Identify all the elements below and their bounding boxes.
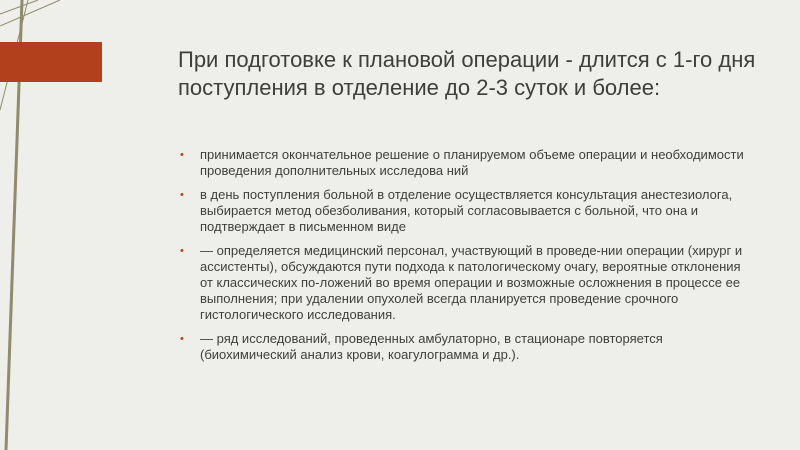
bullet-text: — определяется медицинский персонал, участвующий в проведе-нии операции (хирург и ассистенты), обсуждаются пути подхода к патологическому очагу, вероятные отклонения от классических по-ложений во время операции и возможные осложнения в процессе ее выполнения; при удалении опухолей всегда планируется проведение срочного гистологического исследования. (200, 243, 743, 322)
bullet-marker-icon: • (180, 189, 184, 201)
decor-line-mid (0, 0, 60, 26)
accent-bar (0, 42, 102, 82)
bullet-item (180, 243, 752, 323)
bullet-text: — ряд исследований, проведенных амбулаторно, в стационаре повторяется (биохимический анализ крови, коагулограмма и др.). (200, 331, 663, 362)
bullet-item (180, 147, 752, 179)
bullet-item (180, 331, 752, 363)
bullet-marker-icon: • (180, 149, 184, 161)
bullet-marker-icon: • (180, 333, 184, 345)
bullet-item (180, 187, 752, 235)
bullet-text: в день поступления больной в отделение осуществляется консультация анестезиолога, выбирается метод обезболивания, который согласовывается с больной, что она и подтверждает в письменном виде (200, 187, 733, 234)
bullet-marker-icon: • (180, 245, 184, 257)
slide-title: При подготовке к плановой операции - длится с 1-го дня поступления в отделение до 2-3 суток и более: (178, 47, 756, 100)
bullet-list (180, 147, 752, 363)
bullet-text: принимается окончательное решение о планируемом объеме операции и необходимости проведения дополнительных исследова ний (200, 147, 744, 178)
